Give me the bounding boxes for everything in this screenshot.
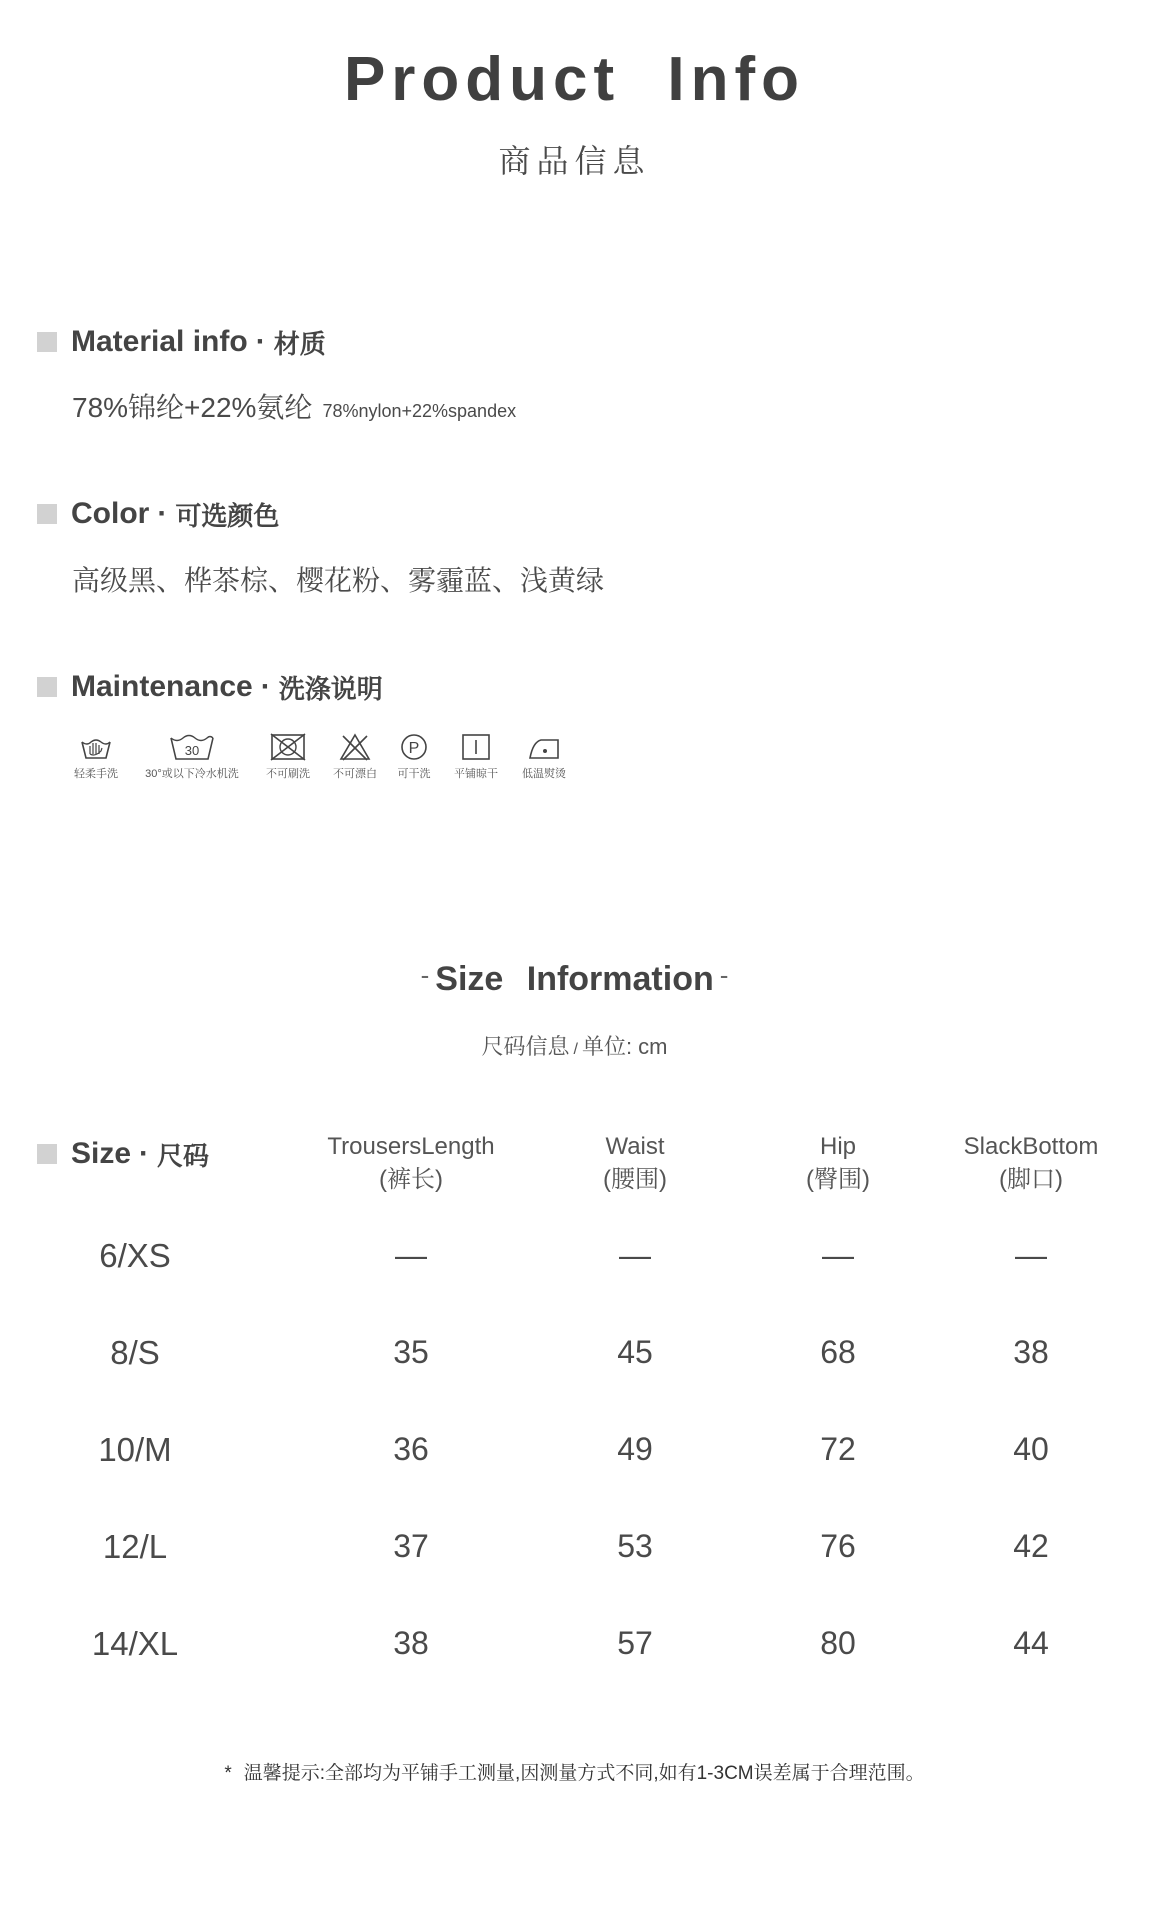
measurement-note [0,1758,1149,1785]
title-dash-left: - [420,960,430,990]
table-cell: 80 [820,1625,856,1661]
column-header-cn: (脚口) [999,1166,1063,1193]
table-cell: 37 [393,1528,429,1564]
table-cell: 76 [820,1528,856,1564]
table-cell: 72 [820,1431,856,1467]
color-options: 高级黑、桦茶棕、樱花粉、雾霾蓝、浅黄绿 [72,565,605,596]
bullet-square [37,504,57,524]
table-cell: 44 [1013,1625,1049,1661]
column-header-en: Hip [819,1133,856,1160]
size-title-cn: 尺码 [157,1140,210,1171]
table-cell: 40 [1013,1431,1049,1467]
size-unit: 单位: cm [581,1034,668,1059]
column-header-cn: (臀围) [806,1166,870,1193]
material-title: Material info [71,325,248,358]
size-table-header [37,1134,209,1174]
table-cell: 36 [393,1431,429,1467]
column-header-slack-bottom [911,1130,1149,1196]
material-sep: · [255,325,266,358]
care-label: 平铺晾干 [454,768,498,780]
care-label: 可干洗 [397,768,431,780]
hand-wash-icon [79,732,113,762]
material-value [72,386,516,426]
size-information-title-text: Size Information [435,960,714,998]
material-composition-en: 78%nylon+22%spandex [322,401,517,421]
title-dash-right: - [719,960,729,990]
color-title-cn: 可选颜色 [175,500,280,531]
size-information-subtitle [0,1030,1149,1061]
bullet-square [37,332,57,352]
material-title-cn: 材质 [273,328,326,359]
care-label: 低温熨烫 [522,768,566,780]
table-cell: 49 [617,1431,653,1467]
maintenance-sep: · [260,670,271,703]
table-cell: 68 [820,1334,856,1370]
table-cell: 38 [1013,1334,1049,1370]
column-header-en: TrousersLength [327,1133,495,1160]
note-asterisk: * [224,1763,232,1784]
column-header-en: Waist [605,1133,665,1160]
table-cell: 57 [617,1625,653,1661]
material-section-header [37,322,326,362]
maintenance-section-header [37,667,383,707]
color-title: Color [71,497,150,530]
table-cell: — [619,1237,651,1273]
size-label: 10/M [98,1431,172,1468]
care-label: 不可刷洗 [266,768,310,780]
bullet-square [37,677,57,697]
care-label: 30°或以下冷水机洗 [145,768,239,780]
table-cell: 45 [617,1334,653,1370]
size-subtitle-cn: 尺码信息 [481,1034,570,1059]
maintenance-title-cn: 洗涤说明 [278,673,383,704]
wash-30-icon [168,732,216,762]
care-label: 轻柔手洗 [74,768,118,780]
table-cell: 38 [393,1625,429,1661]
dry-clean-letter: P [408,740,420,757]
table-cell: — [395,1237,427,1273]
care-instructions [58,732,578,792]
color-section-header [37,494,279,534]
column-header-cn: (腰围) [603,1166,667,1193]
care-label: 不可漂白 [333,768,377,780]
size-sep: · [139,1137,150,1170]
table-cell: 53 [617,1528,653,1564]
column-header-en: SlackBottom [963,1133,1099,1160]
table-cell: 35 [393,1334,429,1370]
table-cell: — [822,1237,854,1273]
size-label: 14/XL [91,1625,179,1662]
size-title: Size [71,1137,132,1170]
page-subtitle: 商品信息 [498,143,651,179]
iron-low-icon [527,732,561,762]
size-information-title [0,960,1149,999]
column-header-cn: (裤长) [379,1166,443,1193]
bullet-square [37,1144,57,1164]
note-text: 温馨提示:全部均为平铺手工测量,因测量方式不同,如有1-3CM误差属于合理范围。 [243,1763,925,1784]
maintenance-title: Maintenance [71,670,253,703]
size-label: 6/XS [99,1237,171,1274]
size-subtitle-slash: / [573,1041,578,1058]
table-cell: — [1015,1237,1047,1273]
size-label: 12/L [102,1528,168,1565]
size-label: 8/S [110,1334,160,1371]
material-composition: 78%锦纶+22%氨纶 [72,392,313,423]
page-title: Product Info [343,45,806,114]
column-header-trousers-length [291,1130,531,1196]
color-sep: · [157,497,168,530]
wash-temp-number: 30 [184,743,200,758]
table-cell: 42 [1013,1528,1049,1564]
care-item-iron-low [484,732,604,781]
